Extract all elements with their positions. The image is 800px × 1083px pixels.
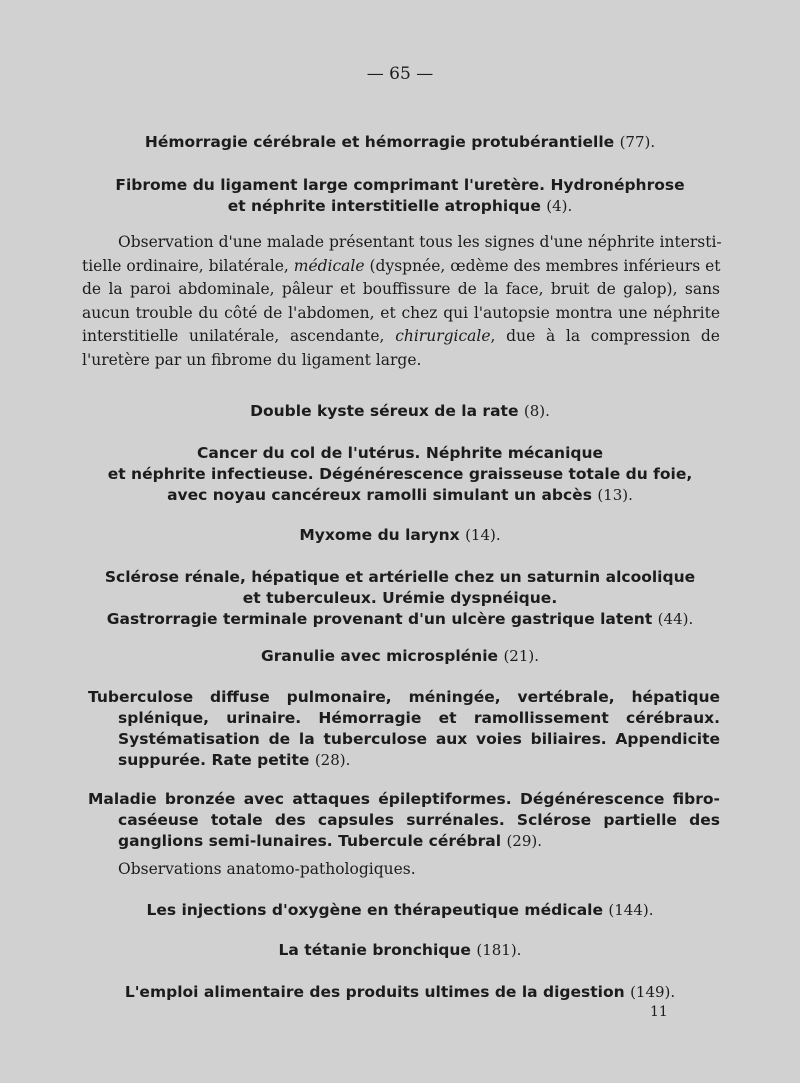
entry-reference: (44).	[657, 610, 694, 628]
entry-heading	[60, 940, 740, 961]
entry-title-line: Fibrome du ligament large comprimant l'uretère. Hydronéphrose	[115, 176, 685, 194]
entry-title: Double kyste séreux de la rate	[250, 402, 519, 420]
entry-title-line: et néphrite infectieuse. Dégénérescence graisseuse totale du foie,	[107, 465, 693, 483]
paragraph-line: Observation d'une malade présentant tous les signes d'une néphrite intersti-	[118, 233, 722, 251]
paragraph-line: aucun trouble du côté de l'abdomen, et chez qui l'autopsie montra une néphrite	[82, 303, 720, 322]
entry-title: Les injections d'oxygène en thérapeutique médicale	[146, 901, 603, 919]
entry-reference: (77).	[619, 133, 656, 151]
entry-title: L'emploi alimentaire des produits ultimes de la digestion	[124, 983, 625, 1001]
entry-title-line: Systématisation de la tuberculose aux voies biliaires. Appendicite	[118, 730, 720, 748]
entry-title-line: Tuberculose diffuse pulmonaire, méningée, vertébrale, hépatique	[88, 688, 720, 706]
entry-heading	[60, 401, 740, 422]
entry-title: Hémorragie cérébrale et hémorragie protubérantielle	[144, 133, 615, 151]
entry-title-line: Sclérose rénale, hépatique et artérielle chez un saturnin alcoolique	[104, 568, 696, 586]
paragraph-line: de la paroi abdominale, pâleur et bouffissure de la face, bruit de galop), sans	[82, 280, 720, 298]
entry-title-line: et tuberculeux. Urémie dyspnéique.	[242, 589, 558, 607]
entry-title-line: Cancer du col de l'utérus. Néphrite mécanique	[196, 444, 604, 462]
entry-reference: (8).	[523, 402, 550, 420]
entry-reference: (14).	[465, 526, 501, 544]
paragraph-line: interstitielle unilatérale, ascendante, chirurgicale, due à la compression de	[82, 327, 720, 345]
entry-title-line: Gastrorragie terminale provenant d'un ulcère gastrique latent	[106, 610, 653, 628]
entry-reference: (181).	[476, 941, 522, 959]
paragraph-line: l'uretère par un fibrome du ligament large.	[82, 350, 422, 369]
entry-heading	[60, 646, 740, 667]
observation-paragraph	[82, 231, 720, 372]
entry-reference: (13).	[597, 486, 633, 504]
entry-title: Myxome du larynx	[299, 526, 460, 544]
entry-title-line: caséeuse totale des capsules surrénales. Sclérose partielle des	[118, 811, 720, 829]
entry-title: Granulie avec microsplénie	[260, 647, 499, 665]
entry-heading	[60, 132, 740, 153]
entry-reference: (4).	[546, 197, 573, 215]
entry-heading	[88, 687, 720, 771]
entry-reference: (21).	[503, 647, 539, 665]
entry-reference: (144).	[608, 901, 654, 919]
entry-heading	[60, 982, 740, 1003]
entry-title-line: Maladie bronzée avec attaques épileptiformes. Dégénérescence fibro-	[88, 790, 720, 808]
entry-heading	[60, 175, 740, 217]
entry-heading	[60, 900, 740, 921]
entry-title: La tétanie bronchique	[278, 941, 471, 959]
entry-heading	[88, 789, 720, 852]
entry-title-line: ganglions semi-lunaires. Tubercule cérébral (29).	[118, 832, 543, 850]
entry-title-line: et néphrite interstitielle atrophique	[227, 197, 541, 215]
entry-heading	[60, 567, 740, 630]
observation-line: Observations anatomo-pathologiques.	[118, 860, 416, 878]
entry-reference: (149).	[630, 983, 676, 1001]
entry-heading	[60, 443, 740, 506]
entry-title-line: avec noyau cancéreux ramolli simulant un abcès	[167, 486, 592, 504]
entry-reference: (28).	[314, 751, 351, 769]
entry-title-line: splénique, urinaire. Hémorragie et ramollissement cérébraux.	[118, 709, 720, 727]
paragraph-line: tielle ordinaire, bilatérale, médicale (dyspnée, œdème des membres inférieurs et	[82, 256, 721, 275]
signature-mark: 11	[650, 1004, 668, 1020]
entry-title-line: suppurée. Rate petite (28).	[118, 751, 351, 769]
entry-reference: (29).	[506, 832, 543, 850]
entry-heading	[60, 525, 740, 546]
page-number: — 65 —	[366, 64, 434, 84]
